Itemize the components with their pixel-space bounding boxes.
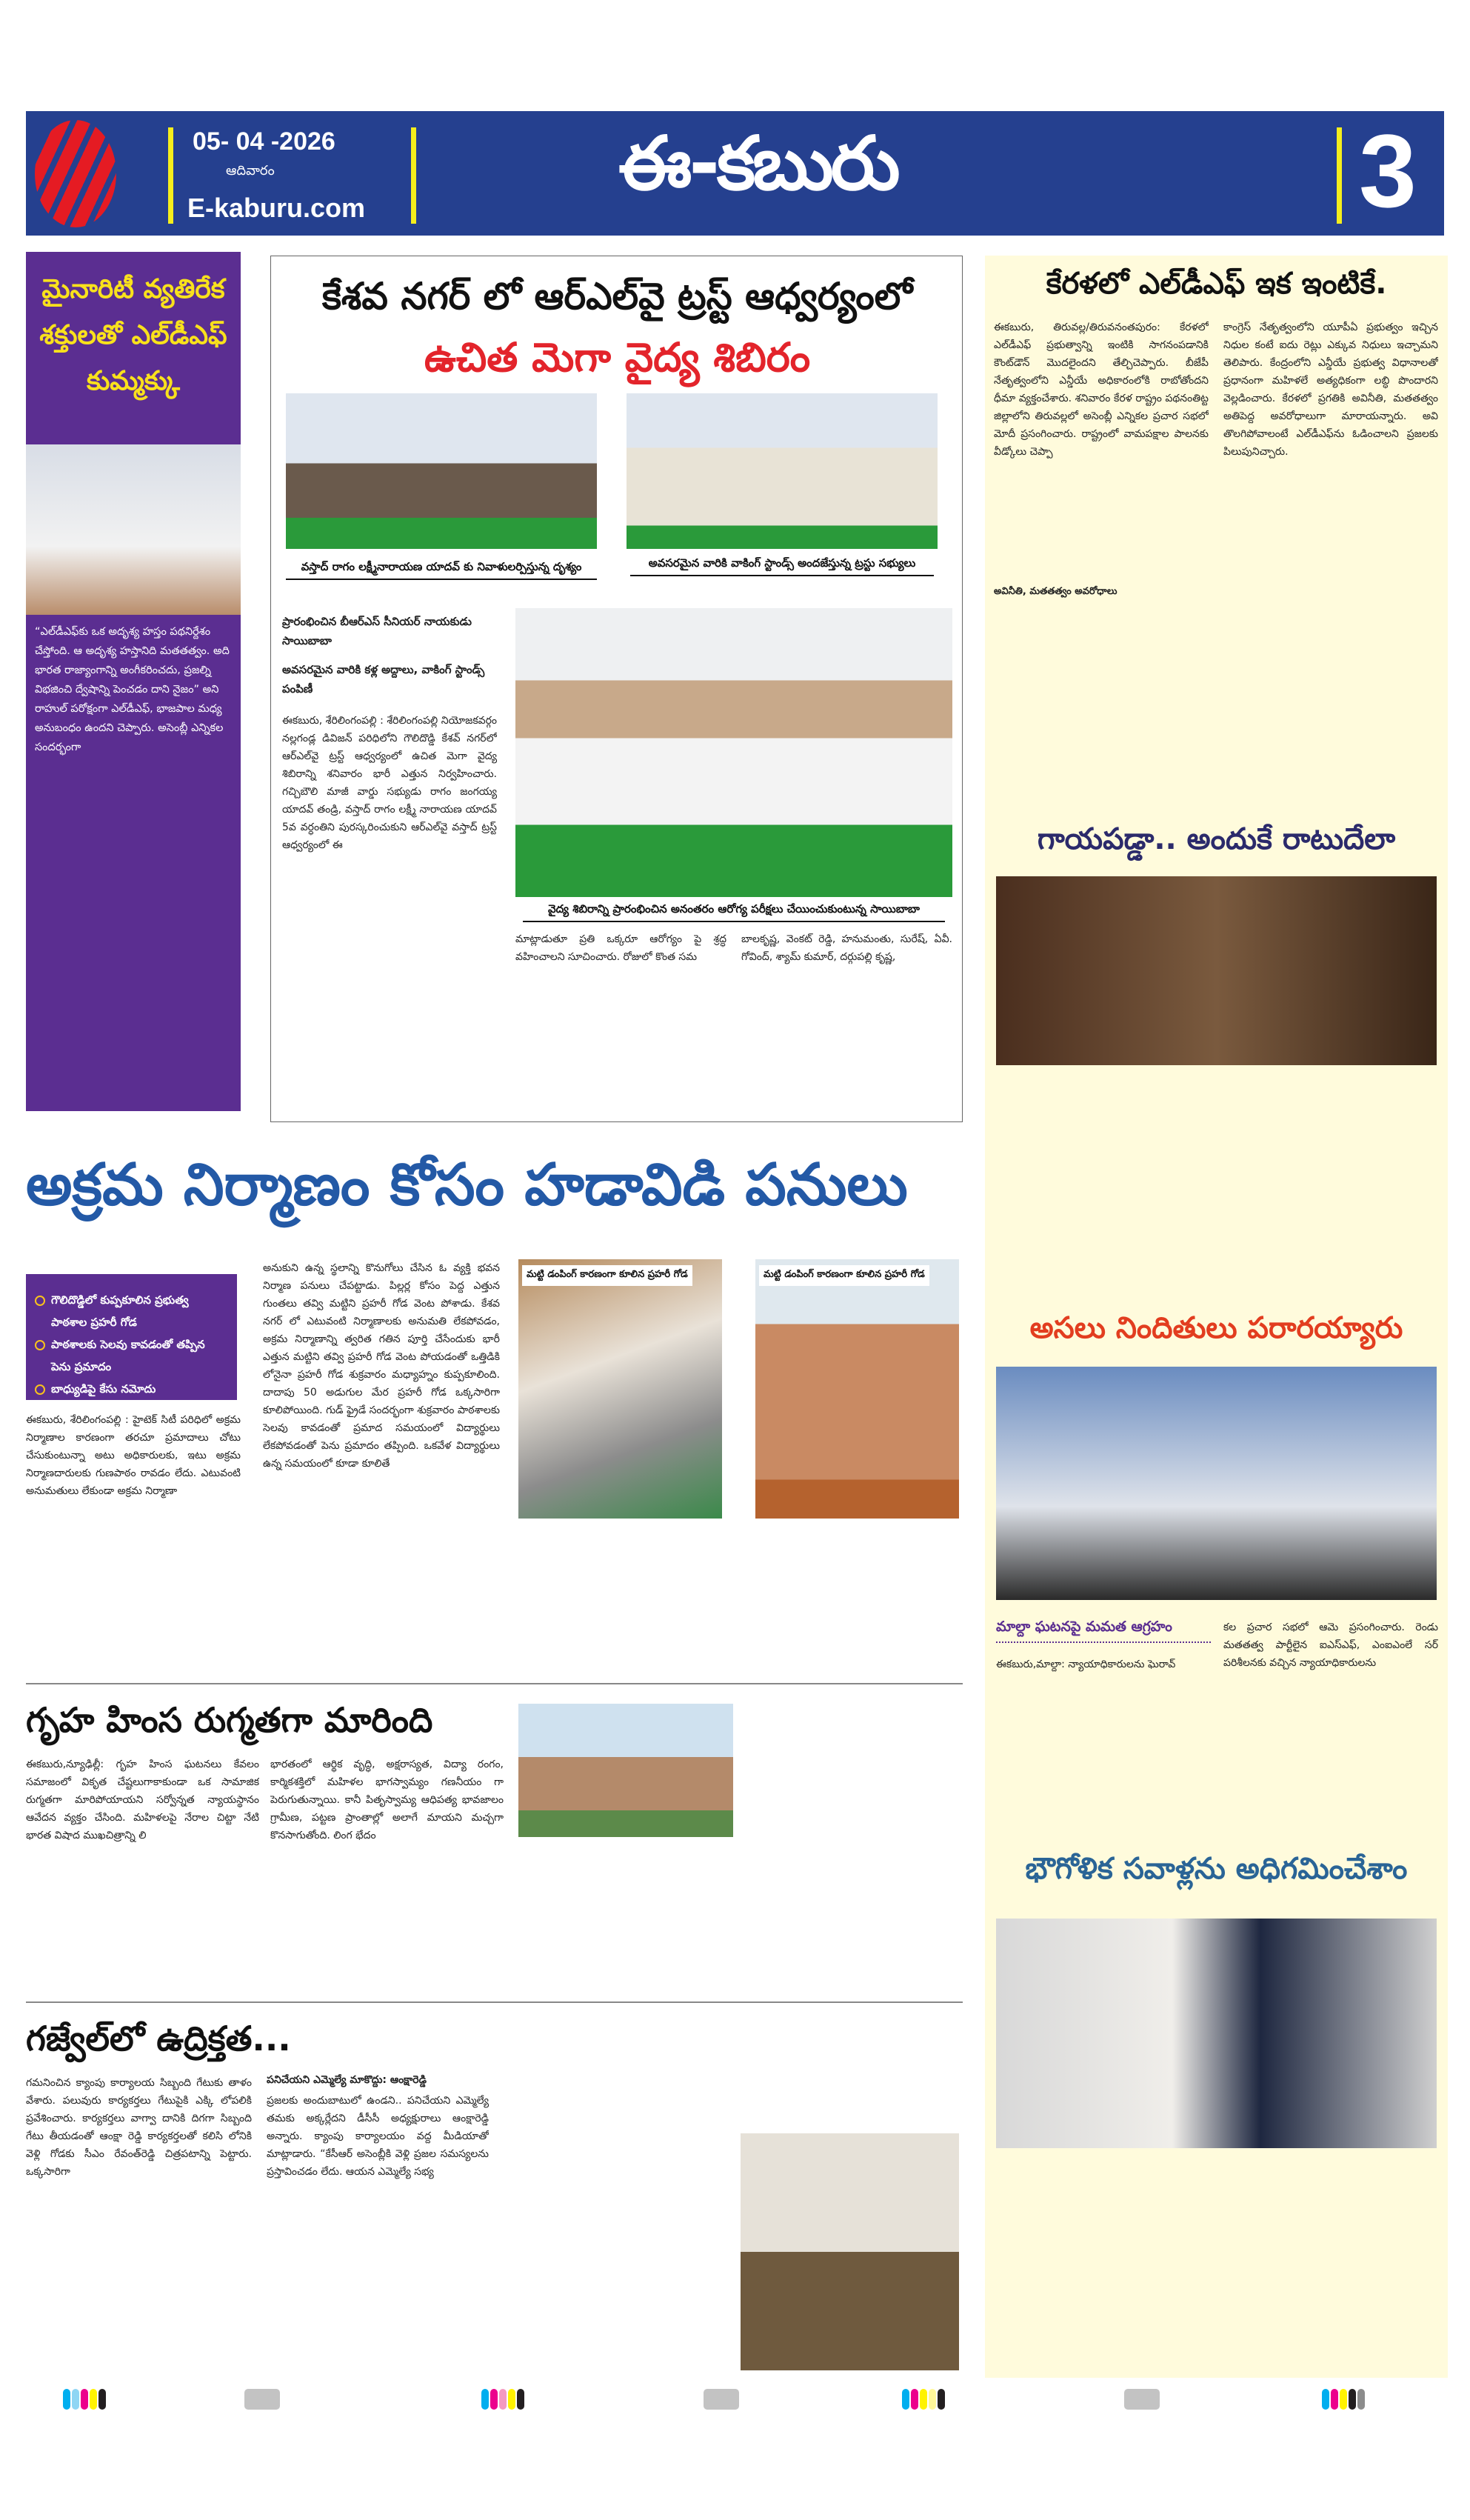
trust-body: ఈకబురు, శేరిలింగంపల్లి : శేరిలింగంపల్లి నియోజకవర్గం నల్లగండ్ల డివిజన్ పరిధిలోని గౌలిదొడ్డి కేశవ్ నగర్‌లో ఆర్‌ఎల్‌వై ట్రస్ట్ ఆధ్వర్యంలో ఉచిత మెగా వైద్య శిబిరాన్ని శనివారం భారీ ఎత్తున నిర్వహించారు. గచ్చిబౌలి మాజీ వార్డు సభ్యుడు రాగం జంగయ్య యాదవ్ తండ్రి, వస్తాద్ రాగం లక్ష్మీ నారాయణ యాదవ్ 5వ వర్ధంతిని పురస్కరించుకుని ఆర్‌ఎల్‌వై వస్తాద్ ట్రస్ట్ ఆధ్వర్యంలో ఈ bbox=[282, 715, 497, 851]
trust-headline-2: ఉచిత మెగా వైద్య శిబిరం bbox=[424, 334, 811, 381]
grey-mark bbox=[704, 2389, 739, 2410]
trust-subhead-1: ప్రారంభించిన బీఆర్‌ఎస్ సీనియర్ నాయకుడు సాయిబాబా bbox=[282, 615, 472, 647]
color-registration-mark bbox=[1322, 2389, 1366, 2413]
gajwel-headline: గజ్వేల్‌లో ఉద్రిక్తత... bbox=[26, 2019, 291, 2059]
tribute-photo bbox=[286, 393, 597, 549]
highlight-item: గౌలిదొడ్డిలో కుప్పకూలిన ప్రభుత్వ పాఠశాల ప్రహరీ గోడ bbox=[35, 1289, 228, 1333]
divider bbox=[411, 127, 416, 224]
color-registration-mark bbox=[481, 2389, 526, 2413]
rahul-gandhi-photo bbox=[26, 444, 241, 615]
kerala-body-1: ఈకబురు, తిరువల్ల/తిరువనంతపురం: కేరళలో ఎల్‌డీఎఫ్ ప్రభుత్వాన్ని ఇంటికి సాగనంపడానికి కౌంట్‌డౌన్ మొదలైందని తేల్చిచెప్పారు. బీజేపీ నేతృత్వంలోని ఎన్డీయే అధికారంలోకి రాబోతోందని ధీమా వ్యక్తంచేశారు. శనివారం కేరళ రాష్ట్రం పథనంతిట్ట జిల్లాలోని తిరువల్లలో అసెంబ్లీ ఎన్నికల ప్రచార సభలో మోదీ ప్రసంగించారు. రాష్ట్రంలో వామపక్షాల పాలనకు వీడ్కోలు చెప్పా bbox=[994, 321, 1209, 458]
kerala-headline: కేరళలో ఎల్‌డీఎఫ్ ఇక ఇంటికే. bbox=[1046, 267, 1387, 301]
geo-headline: భౌగోళిక సవాళ్లను అధిగమించేశాం bbox=[1025, 1852, 1408, 1886]
trust-subhead-2: అవసరమైన వారికి కళ్ల అద్దాలు, వాకింగ్ స్టాండ్స్ పంపిణీ bbox=[282, 663, 485, 696]
divider bbox=[26, 2001, 963, 2003]
color-registration-mark bbox=[902, 2389, 946, 2413]
trust-body-3: బాలకృష్ణ, వెంకట్ రెడ్డి, హనుమంతు, సురేష్, ఏవీ. గోవింద్, శ్యామ్ కుమార్, దర్గుపల్లి కృష్ణ, bbox=[741, 933, 952, 963]
grey-mark bbox=[1124, 2389, 1160, 2410]
malda-subhead: మాల్దా ఘటనపై మమత ఆగ్రహం bbox=[996, 1619, 1211, 1643]
issue-day: ఆదివారం bbox=[226, 163, 275, 179]
malda-body-2: కల ప్రచార సభలో ఆమె ప్రసంగించారు. రెండు మతతత్వ పార్టీలైన ఐఎస్‌ఎఫ్, ఎంఐఎంలే సర్ పరిశీలనకు వచ్చిన న్యాయాధికారులను bbox=[1223, 1621, 1438, 1669]
injury-headline: గాయపడ్డా.. అందుకే రాటుదేలా bbox=[1037, 822, 1396, 856]
photo-caption: అవసరమైన వారికి వాకింగ్ స్టాండ్స్ అందజేస్తున్న ట్రస్టు సభ్యులు bbox=[630, 556, 934, 576]
gajwel-body-2: ప్రజలకు అందుబాటులో ఉండని.. పనిచేయని ఎమ్మెల్యే తమకు అక్కర్లేదని డీసీసీ అధ్యక్షురాలు ఆంక్షారెడ్డి అన్నారు. క్యాంపు కార్యాలయం వద్ద మీడియాతో మాట్లాడారు. “కేసీఆర్ అసెంబ్లీకి వెళ్లి ప్రజల సమస్యలను ప్రస్తావించడం లేదు. ఆయన ఎమ్మెల్యే సభ్య bbox=[267, 2095, 489, 2178]
gajwel-photo bbox=[741, 2133, 959, 2370]
highlight-item: పాఠశాలకు సెలవు కావడంతో తప్పిన పెను ప్రమాదం bbox=[35, 1333, 228, 1378]
highlights-box bbox=[26, 1274, 237, 1400]
issue-date: 05- 04 -2026 bbox=[193, 127, 335, 156]
mamata-photo bbox=[996, 1367, 1437, 1600]
right-column bbox=[985, 256, 1448, 2378]
main-headline: అక్రమ నిర్మాణం కోసం హడావిడి పనులు bbox=[26, 1152, 908, 1219]
left-story-headline: మైనారిటీ వ్యతిరేక శక్తులతో ఎల్‌డీఎఫ్ కుమ్మక్కు bbox=[26, 252, 241, 444]
trust-story bbox=[270, 256, 963, 1122]
logo-icon bbox=[35, 120, 116, 227]
divider bbox=[1337, 127, 1342, 224]
photo-caption: వస్తాద్ రాగం లక్ష్మీనారాయణ యాదవ్ కు నివాళులర్పిస్తున్న దృశ్యం bbox=[286, 560, 597, 580]
supreme-court-photo bbox=[518, 1704, 733, 1837]
domestic-body-1: ఈకబురు,న్యూఢిల్లీ: గృహ హింస ఘటనలు కేవలం సమాజంలో వికృత చేష్టలుగాకాకుండా ఒక సామాజిక రుగ్మతగా మారిపోయాయని సర్వోన్నత న్యాయస్థానం ఆవేదన వ్యక్తం చేసింది. మహిళలపై నేరాల చిట్టా నేటి భారత విషాద ముఖచిత్రాన్ని లి bbox=[26, 1759, 259, 1841]
color-registration-mark bbox=[63, 2389, 107, 2413]
image-caption: మట్టి డంపింగ్ కారణంగా కూలిన ప్రహరీ గోడ bbox=[522, 1265, 692, 1286]
trust-body-2: మాట్లాడుతూ ప్రతి ఒక్కరూ ఆరోగ్యం పై శ్రద్ధ వహించాలని సూచించారు. రోజులో కొంత సమ bbox=[515, 933, 726, 963]
grey-mark bbox=[244, 2389, 280, 2410]
malda-headline: అసలు నిందితులు పరారయ్యారు bbox=[1029, 1311, 1403, 1345]
website-link[interactable]: E-kaburu.com bbox=[187, 193, 366, 223]
domestic-body-2: భారతంలో ఆర్థిక వృద్ధి, అక్షరాస్యత, విద్యా రంగం, కార్మికశక్తిలో మహిళల భాగస్వామ్యం గణనీయం గా పెరుగుతున్నాయి. కానీ పితృస్వామ్య ఆధిపత్య భావజాలం గ్రామీణ, పట్టణ ప్రాంతాల్లో అలాగే మాయని మచ్చగా కొనసాగుతోంది. లింగ భేదం bbox=[270, 1759, 504, 1841]
collapsed-wall-photo bbox=[518, 1259, 722, 1519]
main-body-2: అనుకుని ఉన్న స్థలాన్ని కొనుగోలు చేసిన ఓ వ్యక్తి భవన నిర్మాణ పనులు చేపట్టాడు. పిల్లర్ల కోసం పెద్ద ఎత్తున గుంతలు తవ్వి మట్టిని ప్రహరీ గోడ వెంట పోశాడు. కేశవ నగర్ లో ఎటువంటి నిర్మాణాలకు అనుమతి లేకపోవడం, అక్రమ నిర్మాణాన్ని త్వరిత గతిన పూర్తి చేసేందుకు భారీ ఎత్తున మట్టిని తవ్వి ప్రహరీ గోడ వెంట పోయడంతో ఒత్తిడికి లోనైనా ప్రహరీ గోడ శుక్రవారం మధ్యాహ్నం కుప్పకూలింది. దాదాపు 50 అడుగుల మేర ప్రహరీ గోడ ఒక్కసారిగా కూలిపోయింది. గుడ్ ఫ్రైడే సందర్భంగా శుక్రవారం పాఠశాలకు సెలవు కావడంతో ప్రమాద సమయంలో విద్యార్థులు లేకపోవడంతో పెను ప్రమాదం తప్పింది. ఒకవేళ విద్యార్థులు ఉన్న సమయంలో కూడా కూలితే bbox=[263, 1262, 500, 1470]
photo-caption: వైద్య శిబిరాన్ని ప్రారంభించిన అనంతరం ఆరోగ్య పరీక్షలు చేయించుకుంటున్న సాయిబాబా bbox=[523, 902, 945, 922]
building-photo bbox=[755, 1259, 959, 1519]
medical-camp-photo bbox=[515, 608, 952, 897]
malda-body-1: ఈకబురు,మాల్దా: న్యాయాధికారులను ఘెరావ్ bbox=[996, 1659, 1176, 1670]
raghav-chadha-photo bbox=[996, 876, 1437, 1065]
newspaper-title: ఈ-కబురు bbox=[618, 120, 898, 207]
page-number: 3 bbox=[1359, 113, 1417, 229]
gajwel-body-1: గమనించిన క్యాంపు కార్యాలయ సిబ్బంది గేటుకు తాళం వేశారు. పలువురు కార్యకర్తలు గేటుపైకి ఎక్కి లోపలికి ప్రవేశించారు. కార్యకర్తలు వాగ్వా దానికి దిగగా సిబ్బంది గేటు తీయడంతో ఆంక్షా రెడ్డి కార్యకర్తలతో కలిసి లోనికి వెళ్లి గోడకు సీఎం రేవంత్‌రెడ్డి చిత్రపటాన్ని పెట్టారు. ఒక్కసారిగా bbox=[26, 2077, 252, 2178]
kerala-subhead: అవినీతి, మతతత్వం అవరోధాలు bbox=[994, 586, 1117, 597]
masthead bbox=[26, 111, 1444, 236]
jaishankar-photo bbox=[996, 1919, 1437, 2148]
divider bbox=[168, 127, 173, 224]
main-body-1: ఈకబురు, శేరిలింగంపల్లి : హైటెక్ సిటీ పరిధిలో అక్రమ నిర్మాణాల కారణంగా తరచూ ప్రమాదాలు చోటు చేసుకుంటున్నా అటు అధికారులకు, ఇటు అక్రమ నిర్మాణదారులకు గుణపాఠం రావడం లేదు. ఎటువంటి అనుమతులు లేకుండా అక్రమ నిర్మాణా bbox=[26, 1414, 241, 1497]
kerala-body-2: కాంగ్రెస్ నేతృత్వంలోని యూపీఏ ప్రభుత్వం ఇచ్చిన నిధుల కంటే ఐదు రెట్లు ఎక్కువ నిధులు ఇచ్చామని తెలిపారు. కేంద్రంలోని ఎన్డీయే ప్రభుత్వ విధానాలతో ప్రధానంగా మహిళలే అత్యధికంగా లబ్ధి పొందారని వెల్లడించారు. కేరళలో ప్రగతికి అవినీతి, మతతత్వం అతిపెద్ద అవరోధాలుగా మారాయన్నారు. అవి తొలగిపోవాలంటే ఎల్‌డీఎఫ్‌ను ఓడించాలని ప్రజలకు పిలుపునిచ్చారు. bbox=[1223, 321, 1438, 458]
trust-headline-1: కేశవ నగర్ లో ఆర్‌ఎల్‌వై ట్రస్ట్ ఆధ్వర్యంలో bbox=[321, 275, 913, 318]
domestic-headline: గృహ హింస రుగ్మతగా మారింది bbox=[26, 1700, 433, 1740]
gajwel-subhead: పనిచేయని ఎమ్మెల్యే మాకొద్దు: ఆంక్షారెడ్డి bbox=[267, 2074, 427, 2086]
image-caption: మట్టి డంపింగ్ కారణంగా కూలిన ప్రహరీ గోడ bbox=[759, 1265, 929, 1286]
divider bbox=[26, 1683, 963, 1684]
highlight-item: బాధ్యుడిపై కేసు నమోదు bbox=[35, 1378, 228, 1400]
walking-stands-photo bbox=[627, 393, 938, 549]
left-story-body: “ఎల్‌డీఎఫ్‌కు ఒక అదృశ్య హస్తం పథనిర్దేశం చేస్తోంది. ఆ అదృశ్య హస్తానిది మతతత్వం. అది భారత రాజ్యాంగాన్ని అంగీకరించదు, ప్రజల్ని విభజించి ద్వేషాన్ని పెంచడం దాని నైజం” అని రాహుల్ పరోక్షంగా ఎల్‌డీఎఫ్, భాజపాల మధ్య అనుబంధం ఉందని చెప్పారు. అసెంబ్లీ ఎన్నికల సందర్భంగా bbox=[26, 615, 241, 1111]
